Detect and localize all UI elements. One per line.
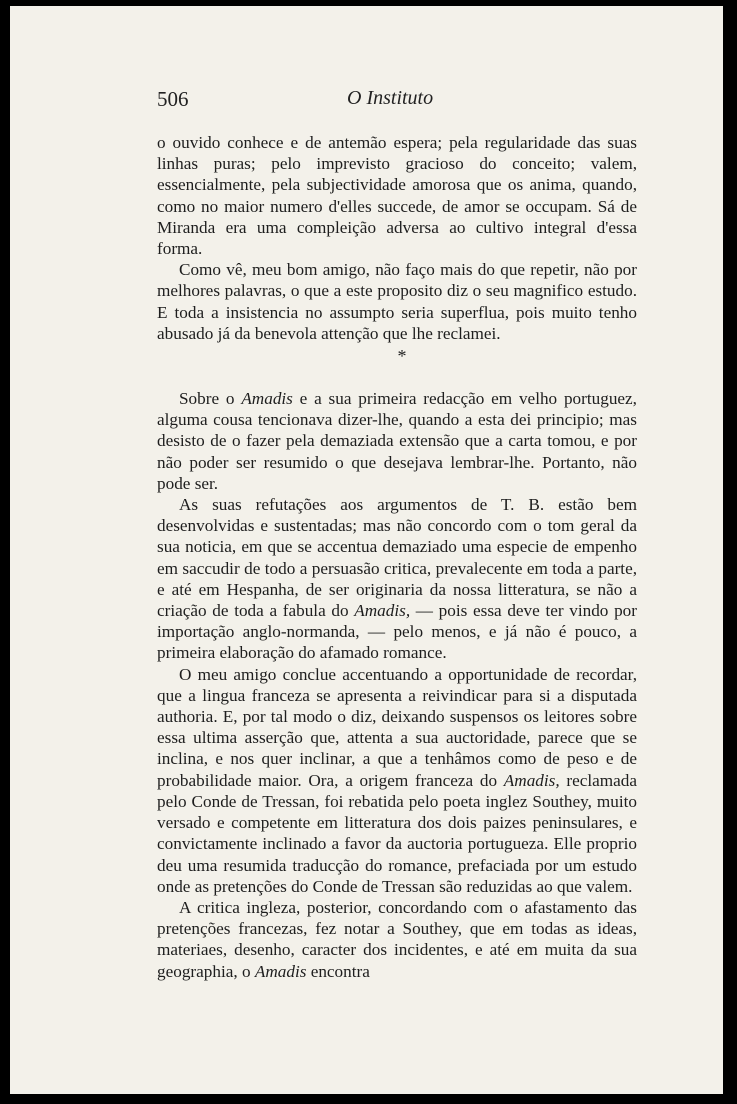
page-number: 506 [157, 87, 189, 111]
paragraph [157, 494, 637, 664]
italic-title: Amadis [241, 389, 293, 409]
text-run: reclamada pelo Conde de Tressan, foi rebatida pelo poeta inglez Southey, muito versado e competente em litteratura dos dois paizes peninsulares, e convictamente inclinado a favor da auctoria portugueza. Elle proprio deu uma resumida traducção do romance, prefaciada por um estudo onde as pretenções do Conde de Tressan são reduzidas ao que valem. [157, 770, 637, 896]
page-header [157, 87, 637, 113]
paragraph [157, 388, 637, 494]
text-run: A critica ingleza, posterior, concordando com o afastamento das pretenções francezas, fez notar a Southey, que em todas as ideas, materiaes, desenho, caracter dos incidentes, e até em muita da sua geographia, o [157, 897, 637, 981]
text-run: As suas refutações aos argumentos de T. B. estão bem desenvolvidas e sustentadas; mas não concordo com o tom geral da sua noticia, em que se accentua demaziado uma especie de empenho em saccudir de todo a persuasão critica, prevalecente em toda a parte, e até em Hespanha, de ser originaria da nossa litteratura, se não a criação de toda a fabula do [157, 495, 637, 621]
running-title: O Instituto [347, 87, 434, 109]
text-run: encontra [306, 961, 370, 981]
book-page [10, 6, 723, 1094]
italic-title: Amadis, [354, 601, 411, 621]
text-run: — pois essa deve ter vindo por importação anglo-normanda, — pelo menos, e já não é pouco, a primeira elaboração do afamado romance. [157, 601, 637, 663]
paragraph [157, 897, 637, 982]
section-separator: * [397, 346, 407, 367]
paragraph: Como vê, meu bom amigo, não faço mais do que repetir, não por melhores palavras, o que a este proposito diz o seu magnifico estudo. E toda a insistencia no assumpto seria superflua, pois muito tenho abusado já da benevola attenção que lhe reclamei. [157, 260, 637, 343]
paragraph: o ouvido conhece e de antemão espera; pela regularidade das suas linhas puras; pelo imprevisto gracioso do conceito; valem, essencialmente, pela subjectividade amorosa que os anima, quando, como no maior numero d'elles succede, de amor se occupam. Sá de Miranda era uma compleição adversa ao cultivo integral d'essa forma. [157, 133, 637, 259]
body-text [157, 132, 637, 982]
italic-title: Amadis, [503, 770, 560, 790]
text-run: O meu amigo conclue accentuando a opportunidade de recordar, que a lingua franceza se apresenta a reivindicar para si a disputada authoria. E, por tal modo o diz, deixando suspensos os leitores sobre essa ultima asserção que, attenta a sua auctoridade, parece que se inclina, e nos quer inclinar, a que a tenhâmos como de peso e de probabilidade maior. Ora, a origem franceza do [157, 664, 637, 790]
text-run: Sobre o [179, 389, 242, 409]
paragraph [157, 664, 637, 897]
italic-title: Amadis [254, 961, 307, 981]
text-run: e a sua primeira redacção em velho portuguez, alguma cousa tencionava dizer-lhe, quando a esta dei principio; mas desisto de o fazer pela demaziada extensão que a carta tomou, e por não poder ser resumido o que desejava lembrar-lhe. Portanto, não pode ser. [157, 389, 637, 493]
